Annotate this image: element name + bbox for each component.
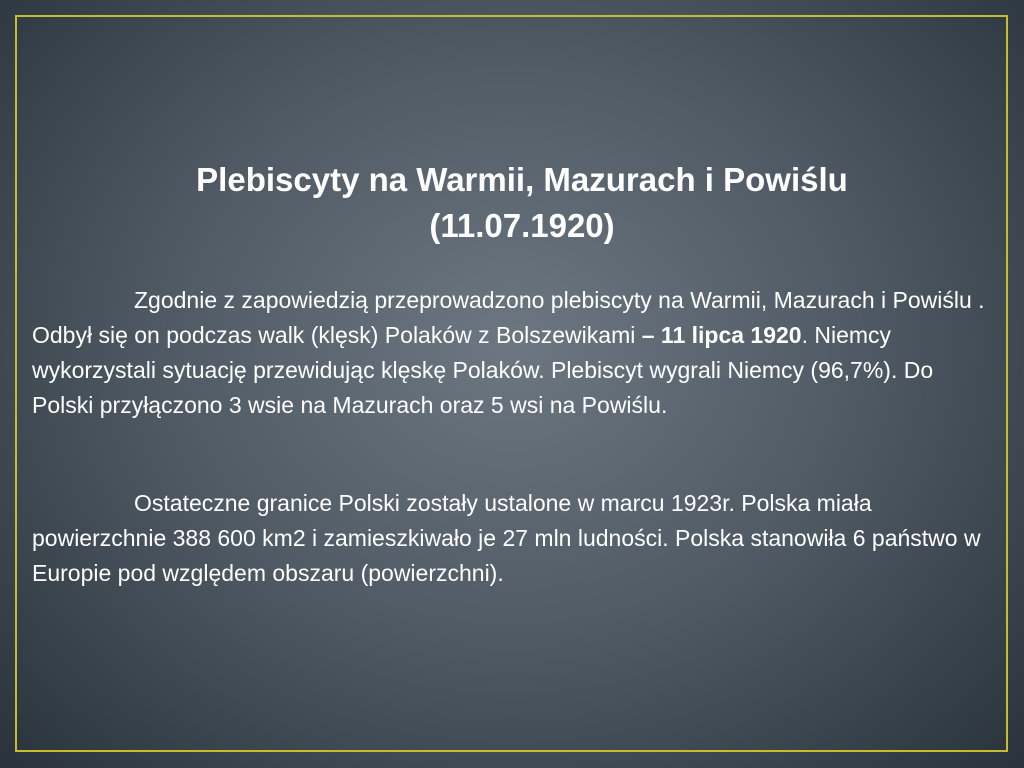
paragraph-plebiscite-date-bold: – 11 lipca 1920 [641, 322, 802, 348]
slide-title-line1: Plebiscyty na Warmii, Mazurach i Powiślu [196, 161, 848, 198]
paragraph-plebiscite-text-after: . Niemcy wykorzystali sytuację przewidując klęskę Polaków. Plebiscyt wygrali Niemcy (96,7%). Do Polski przyłączono 3 wsie na Mazurach oraz 5 wsi na Powiślu. [32, 322, 934, 418]
slide-title [32, 157, 1012, 249]
slide-title-line2: (11.07.1920) [429, 207, 615, 244]
paragraph-borders [32, 486, 997, 591]
paragraph-plebiscite-text-before: Zgodnie z zapowiedzią przeprowadzono plebiscyty na Warmii, Mazurach i Powiślu . Odbył się on podczas walk (klęsk) Polaków z Bolszewikami [32, 287, 985, 348]
paragraph-plebiscite [32, 283, 997, 423]
paragraph-borders-text: Ostateczne granice Polski zostały ustalone w marcu 1923r. Polska miała powierzchnie 388 600 km2 i zamieszkiwało je 27 mln ludności. Polska stanowiła 6 państwo w Europie pod względem obszaru (powierzchni). [32, 490, 981, 586]
